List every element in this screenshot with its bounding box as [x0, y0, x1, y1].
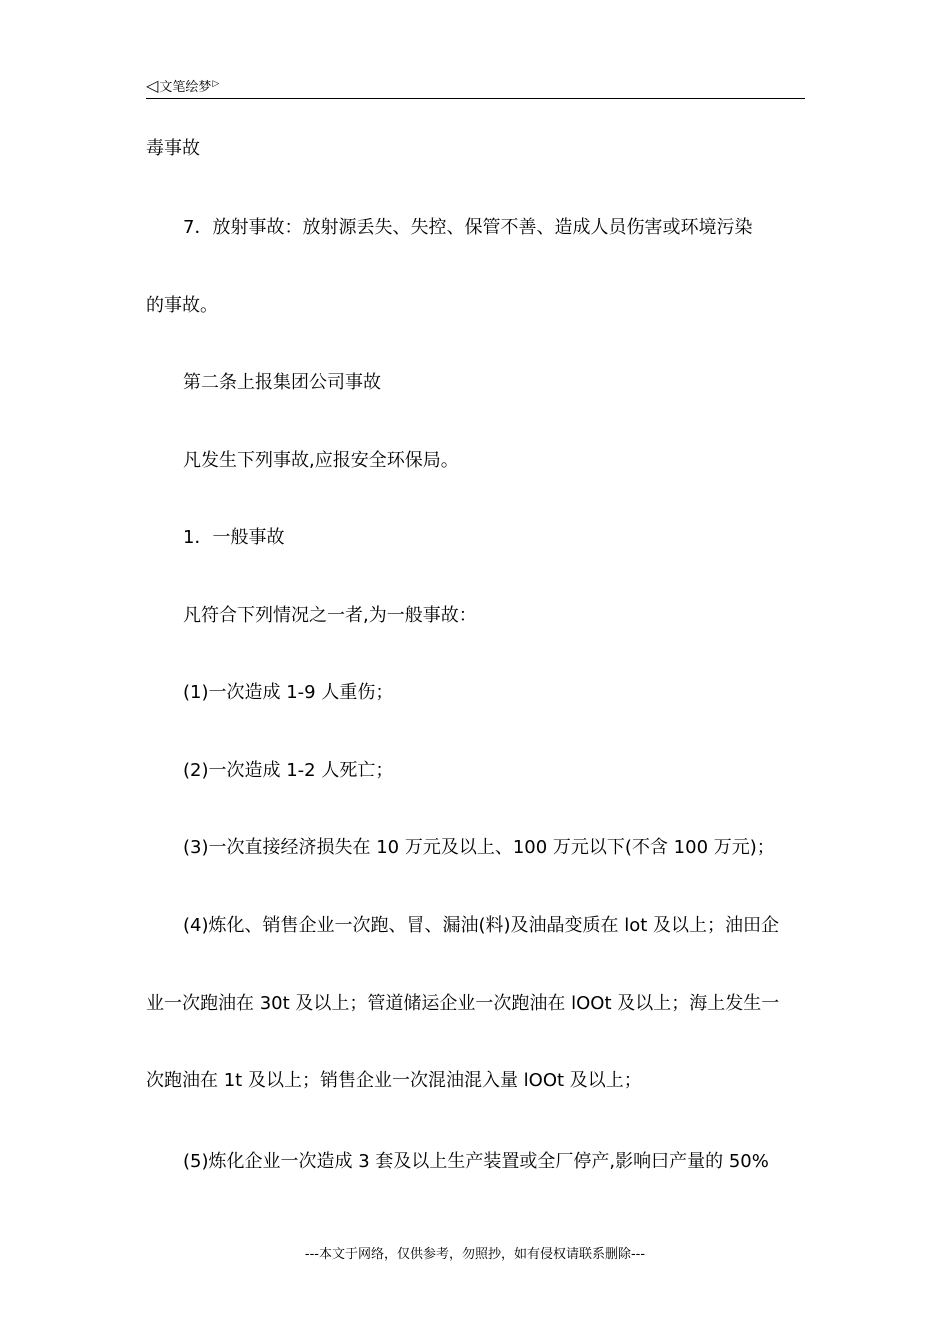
- header-title: 文笔绘梦: [159, 80, 212, 95]
- left-triangle-icon: ◁: [146, 76, 159, 95]
- body-line-1: 毒事故: [146, 138, 200, 159]
- body-line-7: 凡符合下列情况之一者,为一般事故：: [183, 605, 477, 626]
- body-line-4: 第二条上报集团公司事故: [183, 372, 381, 393]
- body-line-3: 的事故。: [146, 295, 218, 316]
- body-line-9: (2)一次造成 1-2 人死亡；: [183, 760, 394, 781]
- page-header: [146, 74, 805, 99]
- body-line-6: 1．一般事故: [183, 527, 285, 548]
- body-line-14: (5)炼化企业一次造成 3 套及以上生产装置或全厂停产,影响曰产量的 50%: [183, 1151, 769, 1172]
- body-line-10: (3)一次直接经济损失在 10 万元及以上、100 万元以下(不含 100 万元)；: [183, 837, 775, 858]
- body-line-5: 凡发生下列事故,应报安全环保局。: [183, 450, 459, 471]
- body-line-13: 次跑油在 1t 及以上；销售企业一次混油混入量 lOOt 及以上；: [146, 1070, 642, 1091]
- right-triangle-icon: ▷: [212, 79, 220, 89]
- header-title-group: [146, 76, 219, 96]
- body-line-12: 业一次跑油在 30t 及以上；管道储运企业一次跑油在 lOOt 及以上；海上发生一: [146, 993, 780, 1014]
- body-line-11: (4)炼化、销售企业一次跑、冒、漏油(料)及油晶变质在 lot 及以上；油田企: [183, 915, 780, 936]
- page-footer: ---本文于网络，仅供参考，勿照抄，如有侵权请联系删除---: [304, 1247, 646, 1262]
- body-line-8: (1)一次造成 1-9 人重伤；: [183, 682, 394, 703]
- body-line-2: 7．放射事故：放射源丢失、失控、保管不善、造成人员伤害或环境污染: [183, 217, 753, 238]
